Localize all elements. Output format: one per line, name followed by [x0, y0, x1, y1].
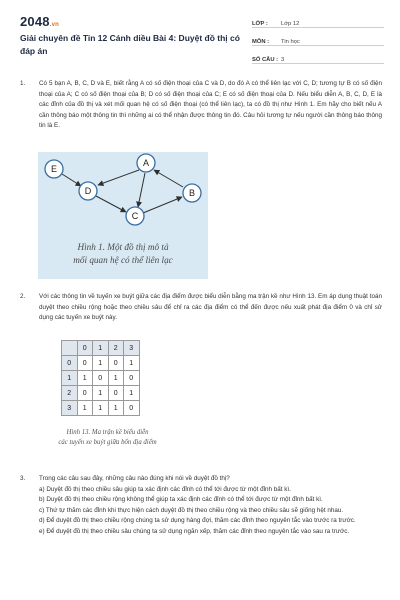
matrix-cell: 1 — [108, 371, 124, 386]
meta-row-count — [252, 50, 384, 64]
document-header — [0, 0, 400, 62]
matrix-cell: 0 — [108, 356, 124, 371]
node-label-a: A — [142, 158, 150, 168]
matrix-row-header: 0 — [62, 356, 78, 371]
matrix-row — [62, 386, 140, 401]
meta-row-class — [252, 14, 384, 28]
meta-value: 3 — [281, 57, 285, 63]
matrix-cell: 1 — [124, 386, 140, 401]
site-logo[interactable] — [20, 14, 59, 29]
meta-label: MÔN : — [252, 39, 270, 45]
page-title: Giải chuyên đề Tin 12 Cánh diều Bài 4: Duyệt đồ thị có đáp án — [20, 33, 240, 56]
meta-value: Lớp 12 — [281, 21, 300, 27]
matrix-row — [62, 401, 140, 416]
question-text: Với các thông tin về tuyến xe buýt giữa các địa điểm được biểu diễn bằng ma trận kề như Hình 13. Em áp dụng thuật toán duyệt theo chiều rộng hoặc theo chiều sâu để chỉ ra các địa điểm có thể đến được nếu xuất phát địa điểm 0 và chỉ sử dụng các tuyến xe buýt này. — [39, 293, 382, 322]
matrix-cell: 1 — [93, 386, 109, 401]
question-2 — [20, 292, 382, 324]
matrix-cell: 0 — [93, 371, 109, 386]
edge-b-a — [154, 170, 183, 187]
logo-main: 2048 — [20, 14, 50, 29]
matrix-col-header: 0 — [77, 341, 93, 356]
caption-line: Hình 1. Một đồ thị mô tả — [77, 242, 169, 252]
meta-value: Tin học — [281, 39, 300, 45]
matrix-row-header: 3 — [62, 401, 78, 416]
question-text: Có 5 bạn A, B, C, D và E, biết rằng A có số điện thoại của C và D, do đó A có thể liên lạc với C, D; tương tự B có số điện thoại của A; C có số điện thoại của B; D có số điện thoại của C; E có số điện thoại của D. Nếu biểu diễn A, B, C, D, E là các đỉnh của đồ thị và xét mối quan hệ có số điện thoại (có thể liên lạc), ta có đồ thị như Hình 1. Em hãy cho biết nếu A cần thông báo một thông tin thì những ai có thể nhận được thông tin đó. Câu hỏi tương tự nếu người cần thông báo thông tin là E. — [39, 80, 382, 130]
caption-line: Hình 13. Ma trận kề biểu diễn — [66, 429, 149, 436]
meta-label: LỚP : — [252, 21, 268, 27]
meta-info — [252, 14, 384, 68]
matrix-cell: 1 — [93, 356, 109, 371]
node-label-c: C — [131, 211, 139, 221]
question-1 — [20, 79, 382, 132]
graph-node-d — [79, 182, 97, 200]
answer-option-a: a) Duyệt đồ thị theo chiều sâu giúp ta xác định các đỉnh có thể tới được từ một đỉnh bất kì. — [39, 485, 291, 493]
adjacency-matrix — [61, 340, 140, 416]
node-label-e: E — [50, 164, 58, 174]
edge-c-b — [143, 197, 182, 213]
matrix-header-row — [62, 341, 140, 356]
question-number: 2. — [20, 293, 26, 300]
matrix-col-header: 1 — [93, 341, 109, 356]
answer-option-c: c) Thứ tự thăm các đỉnh khi thực hiện cách duyệt đồ thị theo chiều rộng và theo chiều sâu sẽ giống hệt nhau. — [39, 506, 344, 514]
matrix-row-header: 1 — [62, 371, 78, 386]
edge-a-c — [138, 173, 145, 207]
graph-node-b — [183, 184, 201, 202]
matrix-cell: 1 — [93, 401, 109, 416]
edge-a-d — [98, 170, 139, 185]
question-text: Trong các câu sau đây, những câu nào đúng khi nói về duyệt đồ thị? — [39, 475, 230, 482]
logo-suffix: .vn — [49, 22, 60, 28]
matrix-col-header: 3 — [124, 341, 140, 356]
matrix-cell: 0 — [108, 386, 124, 401]
matrix-cell: 1 — [77, 371, 93, 386]
matrix-cell: 1 — [124, 356, 140, 371]
matrix-row — [62, 356, 140, 371]
question-number: 1. — [20, 80, 26, 87]
graph-node-c — [126, 207, 144, 225]
matrix-cell: 0 — [124, 401, 140, 416]
matrix-cell: 1 — [77, 401, 93, 416]
node-label-b: B — [188, 188, 196, 198]
edge-d-c — [96, 196, 126, 212]
figure-1-graph — [38, 152, 208, 279]
question-3 — [20, 474, 382, 538]
answer-option-d: d) Để duyệt đồ thị theo chiều rộng chúng ta sử dụng hàng đợi, thăm các đỉnh theo nguyên tắc vào trước ra trước. — [39, 517, 356, 525]
meta-row-subject — [252, 32, 384, 46]
matrix-col-header: 2 — [108, 341, 124, 356]
matrix-corner-cell — [62, 341, 78, 356]
caption-line: mối quan hệ có thể liên lạc — [73, 255, 173, 265]
matrix-cell: 0 — [124, 371, 140, 386]
graph-node-a — [137, 154, 155, 172]
figure-1-caption — [38, 241, 208, 267]
matrix-row-header: 2 — [62, 386, 78, 401]
matrix-cell: 0 — [77, 356, 93, 371]
figure-13-caption — [30, 428, 185, 447]
meta-label: SỐ CÂU : — [252, 57, 279, 63]
caption-line: các tuyến xe buýt giữa bốn địa điểm — [58, 438, 157, 446]
matrix-cell: 0 — [77, 386, 93, 401]
graph-node-e — [45, 160, 63, 178]
edge-e-d — [62, 174, 81, 186]
matrix-cell: 1 — [108, 401, 124, 416]
answer-option-b: b) Duyệt đồ thị theo chiều rộng không thể giúp ta xác định các đỉnh có thể tới được từ một đỉnh bất kì. — [39, 496, 323, 504]
node-label-d: D — [84, 186, 92, 196]
matrix-row — [62, 371, 140, 386]
answer-option-e: e) Để duyệt đồ thị theo chiều sâu chúng ta sử dụng ngăn xếp, thăm các đỉnh theo nguyên tắc vào sau ra trước. — [39, 527, 350, 535]
question-number: 3. — [20, 475, 26, 482]
